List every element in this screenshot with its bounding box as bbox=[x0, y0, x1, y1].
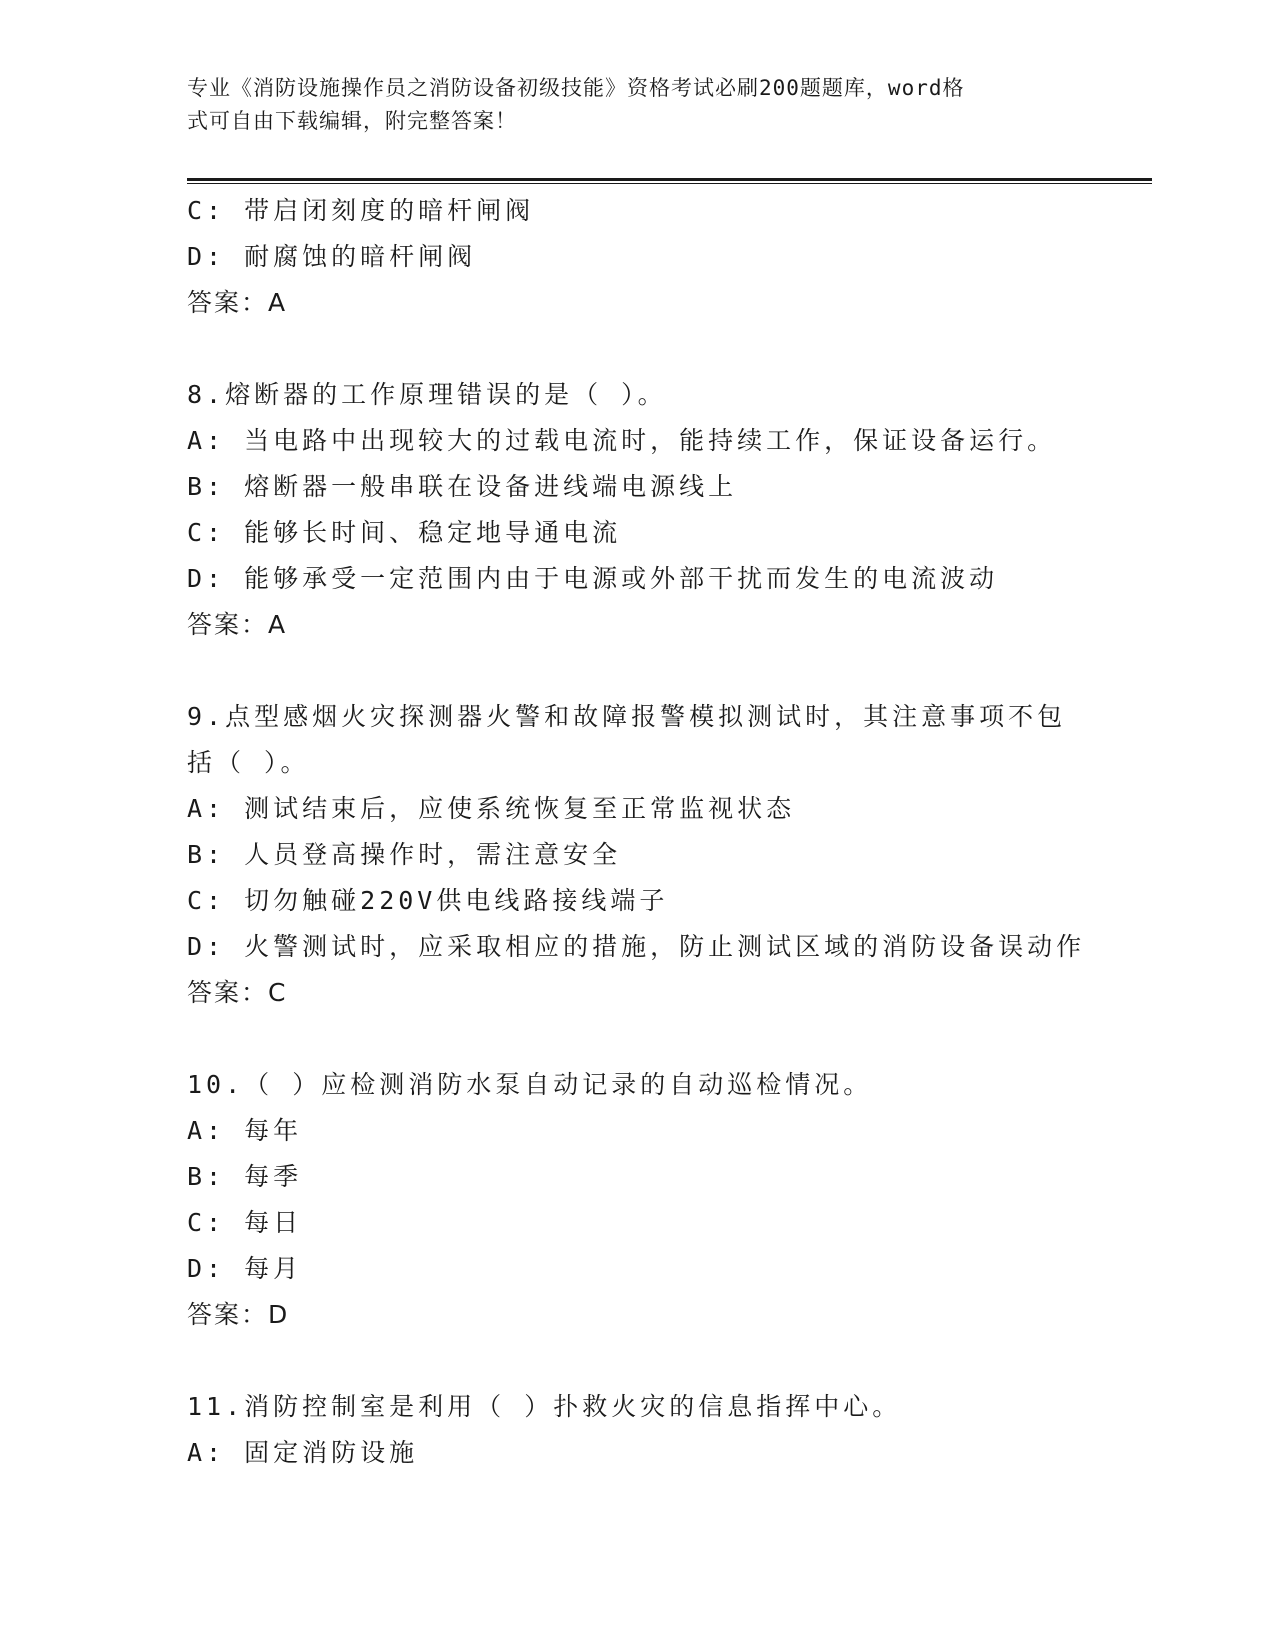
option-d: D: 火警测试时，应采取相应的措施，防止测试区域的消防设备误动作 bbox=[187, 932, 1086, 961]
option-d: D: 每月 bbox=[187, 1254, 303, 1283]
header-line-1: 专业《消防设施操作员之消防设备初级技能》资格考试必刷200题题库，word格 bbox=[187, 76, 965, 100]
option-c: C: 带启闭刻度的暗杆闸阀 bbox=[187, 196, 535, 225]
question-text: 10.（ ）应检测消防水泵自动记录的自动巡检情况。 bbox=[187, 1070, 873, 1099]
question-text: 8.熔断器的工作原理错误的是（ ）。 bbox=[187, 380, 667, 409]
answer: 答案：C bbox=[187, 978, 288, 1007]
option-b: B: 每季 bbox=[187, 1162, 303, 1191]
option-a: A: 固定消防设施 bbox=[187, 1438, 419, 1467]
option-a: A: 当电路中出现较大的过载电流时，能持续工作，保证设备运行。 bbox=[187, 426, 1057, 455]
spacer bbox=[187, 648, 1152, 694]
header-rule-thin bbox=[187, 183, 1152, 184]
document-header bbox=[187, 72, 1067, 138]
question-list bbox=[187, 188, 1152, 1476]
question-text-line-2: 括（ ）。 bbox=[187, 748, 310, 777]
option-d: D: 能够承受一定范围内由于电源或外部干扰而发生的电流波动 bbox=[187, 564, 999, 593]
spacer bbox=[187, 1338, 1152, 1384]
question-7 bbox=[187, 188, 1152, 326]
option-c: C: 切勿触碰220V供电线路接线端子 bbox=[187, 886, 669, 915]
question-10 bbox=[187, 1062, 1152, 1338]
question-8 bbox=[187, 372, 1152, 648]
option-b: B: 人员登高操作时，需注意安全 bbox=[187, 840, 622, 869]
question-11 bbox=[187, 1384, 1152, 1476]
spacer bbox=[187, 1016, 1152, 1062]
header-rule-thick bbox=[187, 178, 1152, 181]
option-b: B: 熔断器一般串联在设备进线端电源线上 bbox=[187, 472, 738, 501]
question-9 bbox=[187, 694, 1152, 1016]
header-line-2: 式可自由下载编辑，附完整答案！ bbox=[187, 109, 517, 133]
option-a: A: 每年 bbox=[187, 1116, 303, 1145]
answer: 答案：A bbox=[187, 288, 288, 317]
question-text-line-1: 9.点型感烟火灾探测器火警和故障报警模拟测试时，其注意事项不包 bbox=[187, 702, 1067, 731]
option-c: C: 能够长时间、稳定地导通电流 bbox=[187, 518, 622, 547]
option-a: A: 测试结束后，应使系统恢复至正常监视状态 bbox=[187, 794, 796, 823]
answer: 答案：D bbox=[187, 1300, 290, 1329]
question-text: 11.消防控制室是利用（ ）扑救火灾的信息指挥中心。 bbox=[187, 1392, 902, 1421]
option-d: D: 耐腐蚀的暗杆闸阀 bbox=[187, 242, 477, 271]
answer: 答案：A bbox=[187, 610, 288, 639]
option-c: C: 每日 bbox=[187, 1208, 303, 1237]
spacer bbox=[187, 326, 1152, 372]
